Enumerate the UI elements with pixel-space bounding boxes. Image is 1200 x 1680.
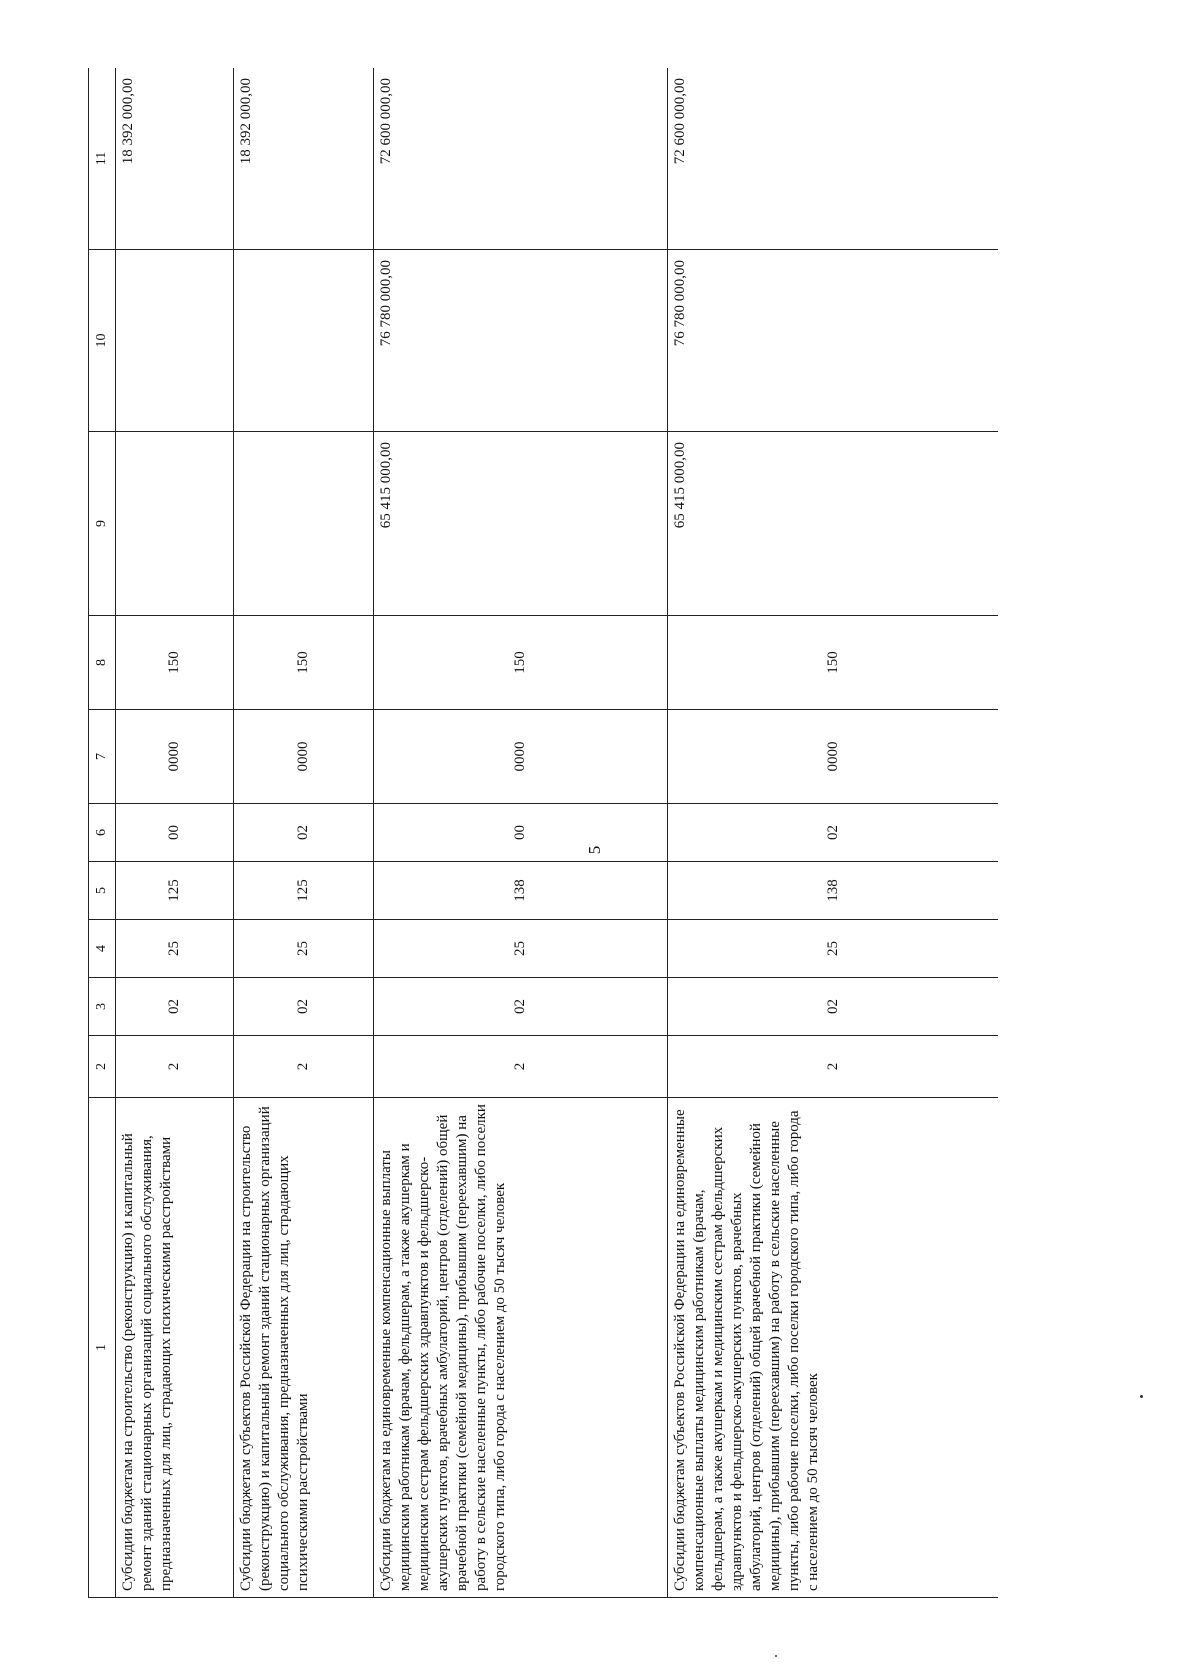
page-number: 5 — [585, 845, 604, 855]
code-cell: 150 — [668, 616, 999, 710]
column-header: 10 — [89, 250, 116, 432]
amount-cell: 65 415 000,00 — [374, 432, 668, 616]
amount-cell: 18 392 000,00 — [234, 68, 374, 250]
code-cell: 2 — [116, 1036, 234, 1098]
amount-cell — [116, 250, 234, 432]
code-cell: 138 — [668, 862, 999, 920]
code-cell: 150 — [374, 616, 668, 710]
amount-cell: 72 600 000,00 — [374, 68, 668, 250]
code-cell: 2 — [374, 1036, 668, 1098]
table-row — [668, 68, 999, 1598]
code-cell: 25 — [668, 920, 999, 978]
column-header: 3 — [89, 978, 116, 1036]
code-cell: 25 — [234, 920, 374, 978]
column-header: 11 — [89, 68, 116, 250]
budget-table-frame — [88, 68, 998, 1598]
column-header: 2 — [89, 1036, 116, 1098]
table-row — [116, 68, 234, 1598]
table-header-row — [89, 68, 116, 1598]
column-header: 6 — [89, 804, 116, 862]
amount-cell — [116, 432, 234, 616]
code-cell: 138 — [374, 862, 668, 920]
amount-cell: 72 600 000,00 — [668, 68, 999, 250]
column-header: 7 — [89, 710, 116, 804]
scan-speck — [1140, 1395, 1143, 1398]
budget-subsidy-table — [88, 68, 998, 1598]
code-cell: 150 — [116, 616, 234, 710]
column-header: 4 — [89, 920, 116, 978]
table-row — [374, 68, 668, 1598]
code-cell: 0000 — [234, 710, 374, 804]
code-cell: 150 — [234, 616, 374, 710]
amount-cell: 65 415 000,00 — [668, 432, 999, 616]
code-cell: 25 — [116, 920, 234, 978]
code-cell: 02 — [668, 978, 999, 1036]
row-description: Субсидии бюджетам на строительство (реконструкцию) и капитальный ремонт зданий стационарных организаций социального обслуживания, предназначенных для лиц, страдающих психическими расстройствами — [116, 1098, 234, 1598]
code-cell: 2 — [234, 1036, 374, 1098]
amount-cell: 76 780 000,00 — [374, 250, 668, 432]
code-cell: 02 — [374, 978, 668, 1036]
code-cell: 00 — [116, 804, 234, 862]
code-cell: 0000 — [668, 710, 999, 804]
code-cell: 02 — [234, 804, 374, 862]
code-cell: 02 — [668, 804, 999, 862]
column-header: 1 — [89, 1098, 116, 1598]
code-cell: 0000 — [374, 710, 668, 804]
amount-cell — [234, 432, 374, 616]
amount-cell: 76 780 000,00 — [668, 250, 999, 432]
column-header: 9 — [89, 432, 116, 616]
code-cell: 2 — [668, 1036, 999, 1098]
column-header: 8 — [89, 616, 116, 710]
code-cell: 25 — [374, 920, 668, 978]
code-cell: 00 — [374, 804, 668, 862]
row-description: Субсидии бюджетам субъектов Российской Федерации на единовременные компенсационные выплаты медицинским работникам (врачам, фельдшерам, а также акушеркам и медицинским сестрам фельдшерских здравпунктов и фельдшерско-акушерских пунктов, врачебных амбулаторий, центров (отделений) общей врачебной практики (семейной медицины), прибывшим (переехавшим) на работу в сельские населенные пункты, либо рабочие поселки, либо поселки городского типа, либо города с населением до 50 тысяч человек — [668, 1098, 999, 1598]
scan-speck — [775, 1655, 777, 1657]
row-description: Субсидии бюджетам на единовременные компенсационные выплаты медицинским работникам (врачам, фельдшерам, а также акушеркам и медицинским сестрам фельдшерских здравпунктов и фельдшерско-акушерских пунктов, врачебных амбулаторий, центров (отделений) общей врачебной практики (семейной медицины), прибывшим (переехавшим) на работу в сельские населенные пункты, либо рабочие поселки, либо поселки городского типа, либо города с населением до 50 тысяч человек — [374, 1098, 668, 1598]
amount-cell: 18 392 000,00 — [116, 68, 234, 250]
table-row — [234, 68, 374, 1598]
code-cell: 125 — [116, 862, 234, 920]
code-cell: 02 — [116, 978, 234, 1036]
code-cell: 0000 — [116, 710, 234, 804]
code-cell: 02 — [234, 978, 374, 1036]
amount-cell — [234, 250, 374, 432]
row-description: Субсидии бюджетам субъектов Российской Федерации на строительство (реконструкцию) и капитальный ремонт зданий стационарных организаций социального обслуживания, предназначенных для лиц, страдающих психическими расстройствами — [234, 1098, 374, 1598]
column-header: 5 — [89, 862, 116, 920]
code-cell: 125 — [234, 862, 374, 920]
rotated-table-container — [88, 68, 998, 1598]
